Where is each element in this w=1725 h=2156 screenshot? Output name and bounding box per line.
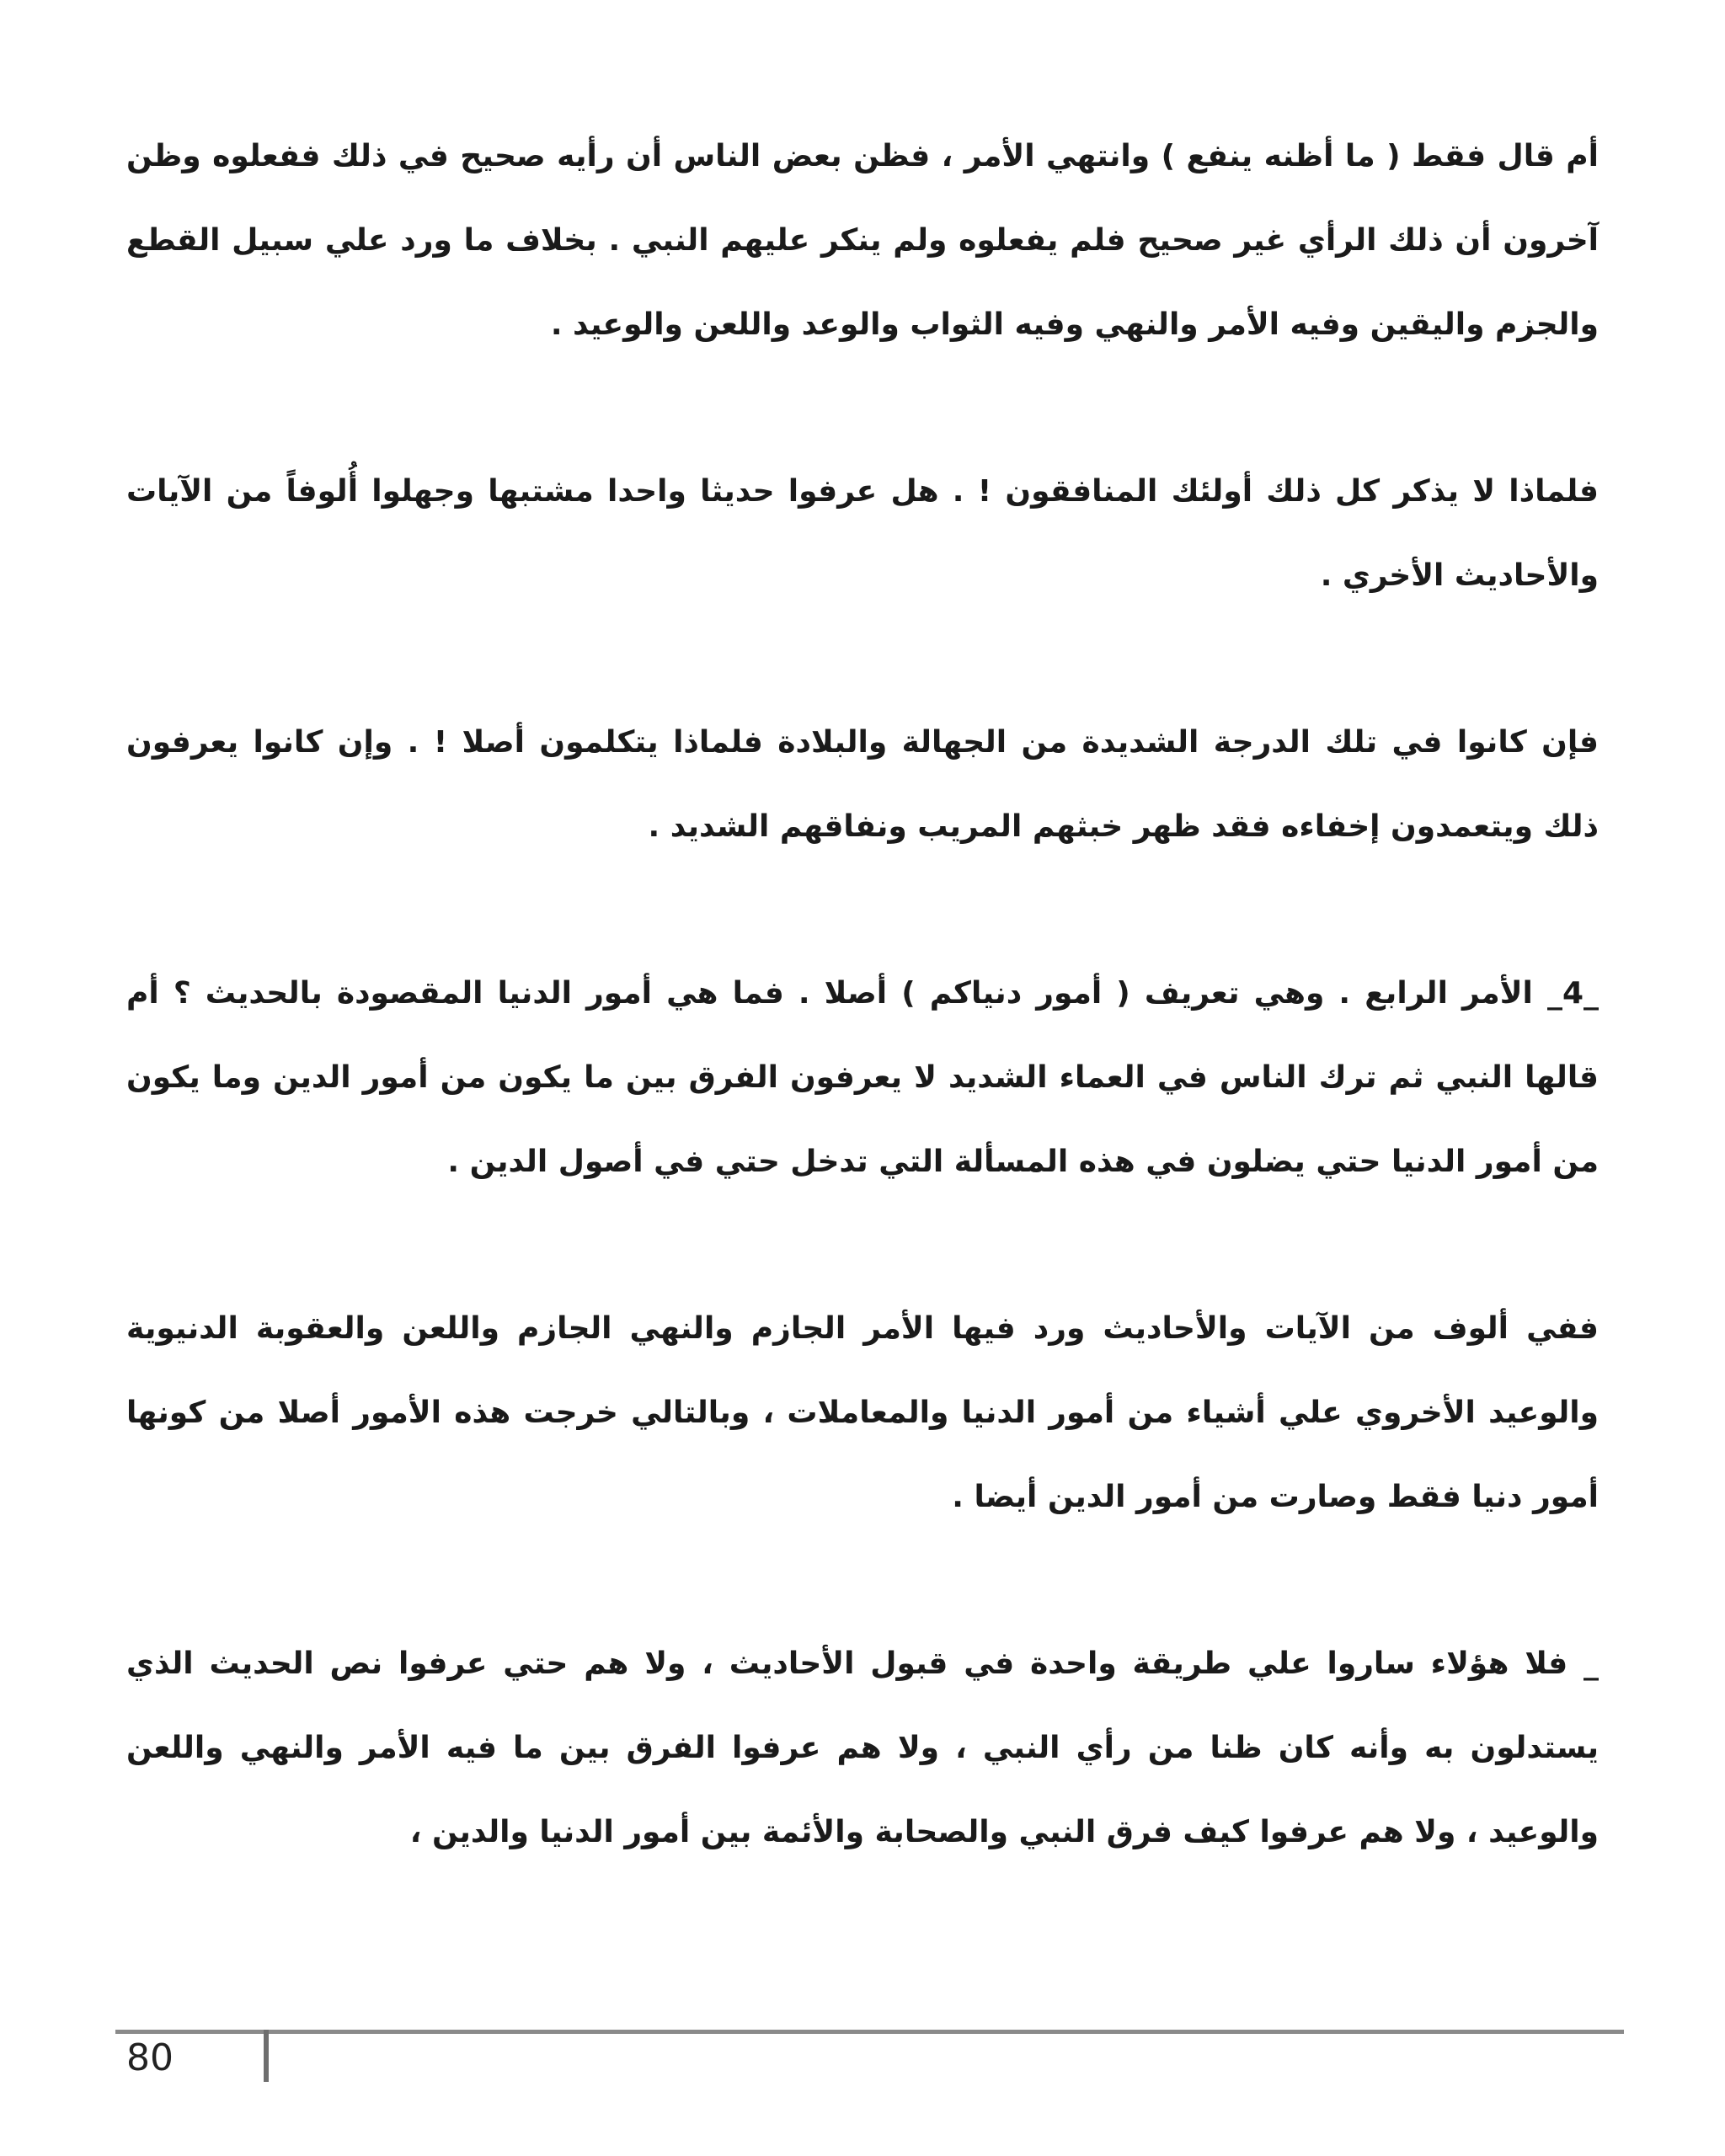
paragraph-3: فإن كانوا في تلك الدرجة الشديدة من الجهالة والبلادة فلماذا يتكلمون أصلا ! . وإن كانوا يعرفون ذلك ويتعمدون إخفاءه فقد ظهر خبثهم المريب ونفاقهم الشديد . (126, 725, 1599, 844)
paragraph-2: فلماذا لا يذكر كل ذلك أولئك المنافقون ! . هل عرفوا حديثا واحدا مشتبها وجهلوا أُلوفاً من الآيات والأحاديث الأخري . (126, 474, 1599, 593)
paragraph-1: أم قال فقط ( ما أظنه ينفع ) وانتهي الأمر ، فظن بعض الناس أن رأيه صحيح في ذلك ففعلوه وظن آخرون أن ذلك الرأي غير صحيح فلم يفعلوه ولم ينكر عليهم النبي . بخلاف ما ورد علي سبيل القطع والجزم واليقين وفيه الأمر والنهي وفيه الثواب والوعد واللعن والوعيد . (126, 139, 1599, 342)
footer-rule (115, 2030, 1624, 2034)
footer-divider (264, 2030, 269, 2082)
page-body (126, 115, 1599, 1957)
paragraph-4: _4_ الأمر الرابع . وهي تعريف ( أمور دنياكم ) أصلا . فما هي أمور الدنيا المقصودة بالحديث ؟ أم قالها النبي ثم ترك الناس في العماء الشديد لا يعرفون الفرق بين ما يكون من أمور الدين وما يكون من أمور الدنيا حتي يضلون في هذه المسألة التي تدخل حتي في أصول الدين . (126, 976, 1599, 1179)
paragraph-6: _ فلا هؤلاء ساروا علي طريقة واحدة في قبول الأحاديث ، ولا هم حتي عرفوا نص الحديث الذي يستدلون به وأنه كان ظنا من رأي النبي ، ولا هم عرفوا الفرق بين ما فيه الأمر والنهي واللعن والوعيد ، ولا هم عرفوا كيف فرق النبي والصحابة والأئمة بين أمور الدنيا والدين ، (126, 1646, 1599, 1849)
paragraph-5: ففي ألوف من الآيات والأحاديث ورد فيها الأمر الجازم والنهي الجازم واللعن والعقوبة الدنيوية والوعيد الأخروي علي أشياء من أمور الدنيا والمعاملات ، وبالتالي خرجت هذه الأمور أصلا من كونها أمور دنيا فقط وصارت من أمور الدين أيضا . (126, 1311, 1599, 1514)
page-number: 80 (126, 2036, 174, 2079)
